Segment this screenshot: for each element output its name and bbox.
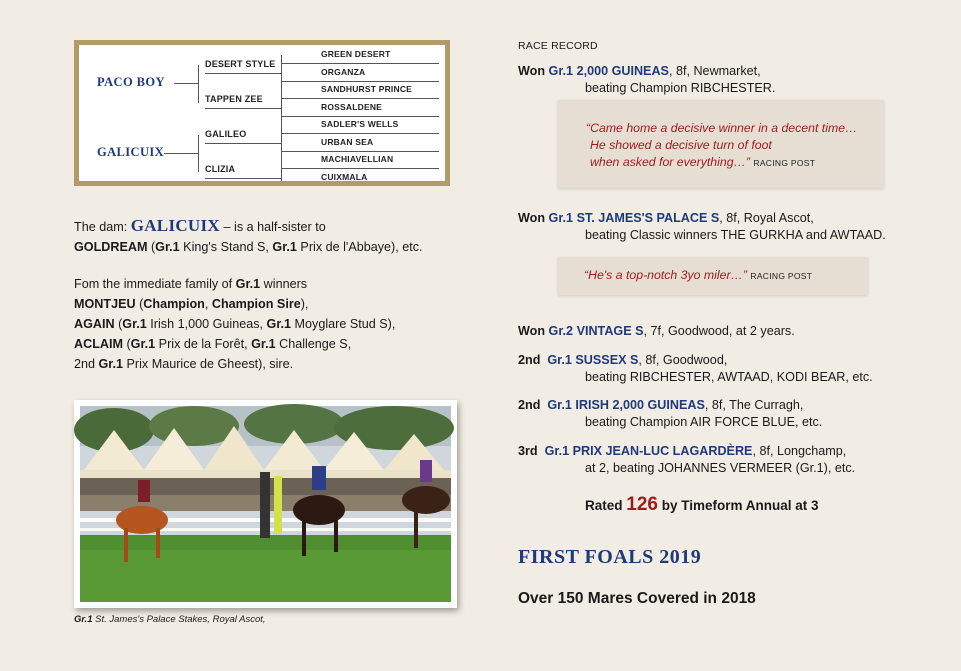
pedigree-g3-4: ROSSALDENE — [321, 102, 383, 112]
rating-number: 126 — [626, 494, 658, 515]
quote-card-1: “Came home a decisive winner in a decent time… He showed a decisive turn of foot when asked for everything…” RACING POST — [558, 100, 884, 188]
race-entry: Won Gr.1 ST. JAMES'S PALACE S, 8f, Royal Ascot, beating Classic winners THE GURKHA and AWTAAD. — [518, 211, 886, 242]
race-record-title: RACE RECORD — [518, 40, 598, 52]
race-photo — [74, 400, 457, 608]
pedigree-dam-sire: GALILEO — [205, 129, 247, 139]
family-description: Fom the immediate family of Gr.1 winners MONTJEU (Champion, Champion Sire), AGAIN (Gr.1 Irish 1,000 Guineas, Gr.1 Moyglare Stud S), ACLAIM (Gr.1 Prix de la Forêt, Gr.1 Challenge S, 2nd Gr.1 Prix Maurice de Gheest), sire. — [74, 277, 396, 371]
timeform-rating: Rated 126 by Timeform Annual at 3 — [585, 494, 819, 515]
pedigree-chart — [74, 40, 450, 186]
race-entry: Won Gr.1 2,000 GUINEAS, 8f, Newmarket, beating Champion RIBCHESTER. — [518, 64, 776, 95]
pedigree-g3-8: CUIXMALA — [321, 172, 368, 182]
pedigree-sire: PACO BOY — [97, 75, 165, 89]
quote-card-2: “He's a top-notch 3yo miler…” RACING POST — [558, 257, 868, 295]
first-foals-heading: FIRST FOALS 2019 — [518, 546, 702, 568]
dam-name: GALICUIX — [130, 216, 221, 235]
race-photo-image — [74, 400, 457, 608]
pedigree-g3-1: GREEN DESERT — [321, 49, 391, 59]
race-entry: 2nd Gr.1 SUSSEX S, 8f, Goodwood, beating RIBCHESTER, AWTAAD, KODI BEAR, etc. — [518, 353, 873, 384]
pedigree-g3-6: URBAN SEA — [321, 137, 374, 147]
mares-covered: Over 150 Mares Covered in 2018 — [518, 590, 756, 607]
pedigree-sire-sire: DESERT STYLE — [205, 59, 276, 69]
pedigree-dam: GALICUIX — [97, 145, 165, 159]
pedigree-g3-7: MACHIAVELLIAN — [321, 154, 394, 164]
pedigree-g3-5: SADLER'S WELLS — [321, 119, 399, 129]
photo-caption: Gr.1 St. James's Palace Stakes, Royal Ascot, — [74, 614, 266, 625]
race-entry: 3rd Gr.1 PRIX JEAN-LUC LAGARDÈRE, 8f, Longchamp, at 2, beating JOHANNES VERMEER (Gr.1), etc. — [518, 444, 856, 475]
pedigree-g3-2: ORGANZA — [321, 67, 366, 77]
dam-description: The dam: GALICUIX – is a half-sister to GOLDREAM (Gr.1 King's Stand S, Gr.1 Prix de l'Abbaye), etc. — [74, 216, 423, 254]
race-entry: 2nd Gr.1 IRISH 2,000 GUINEAS, 8f, The Curragh, beating Champion AIR FORCE BLUE, etc. — [518, 398, 823, 429]
pedigree-dam-dam: CLIZIA — [205, 164, 236, 174]
pedigree-g3-3: SANDHURST PRINCE — [321, 84, 413, 94]
pedigree-sire-dam: TAPPEN ZEE — [205, 94, 263, 104]
race-entry: Won Gr.2 VINTAGE S, 7f, Goodwood, at 2 years. — [518, 324, 795, 338]
